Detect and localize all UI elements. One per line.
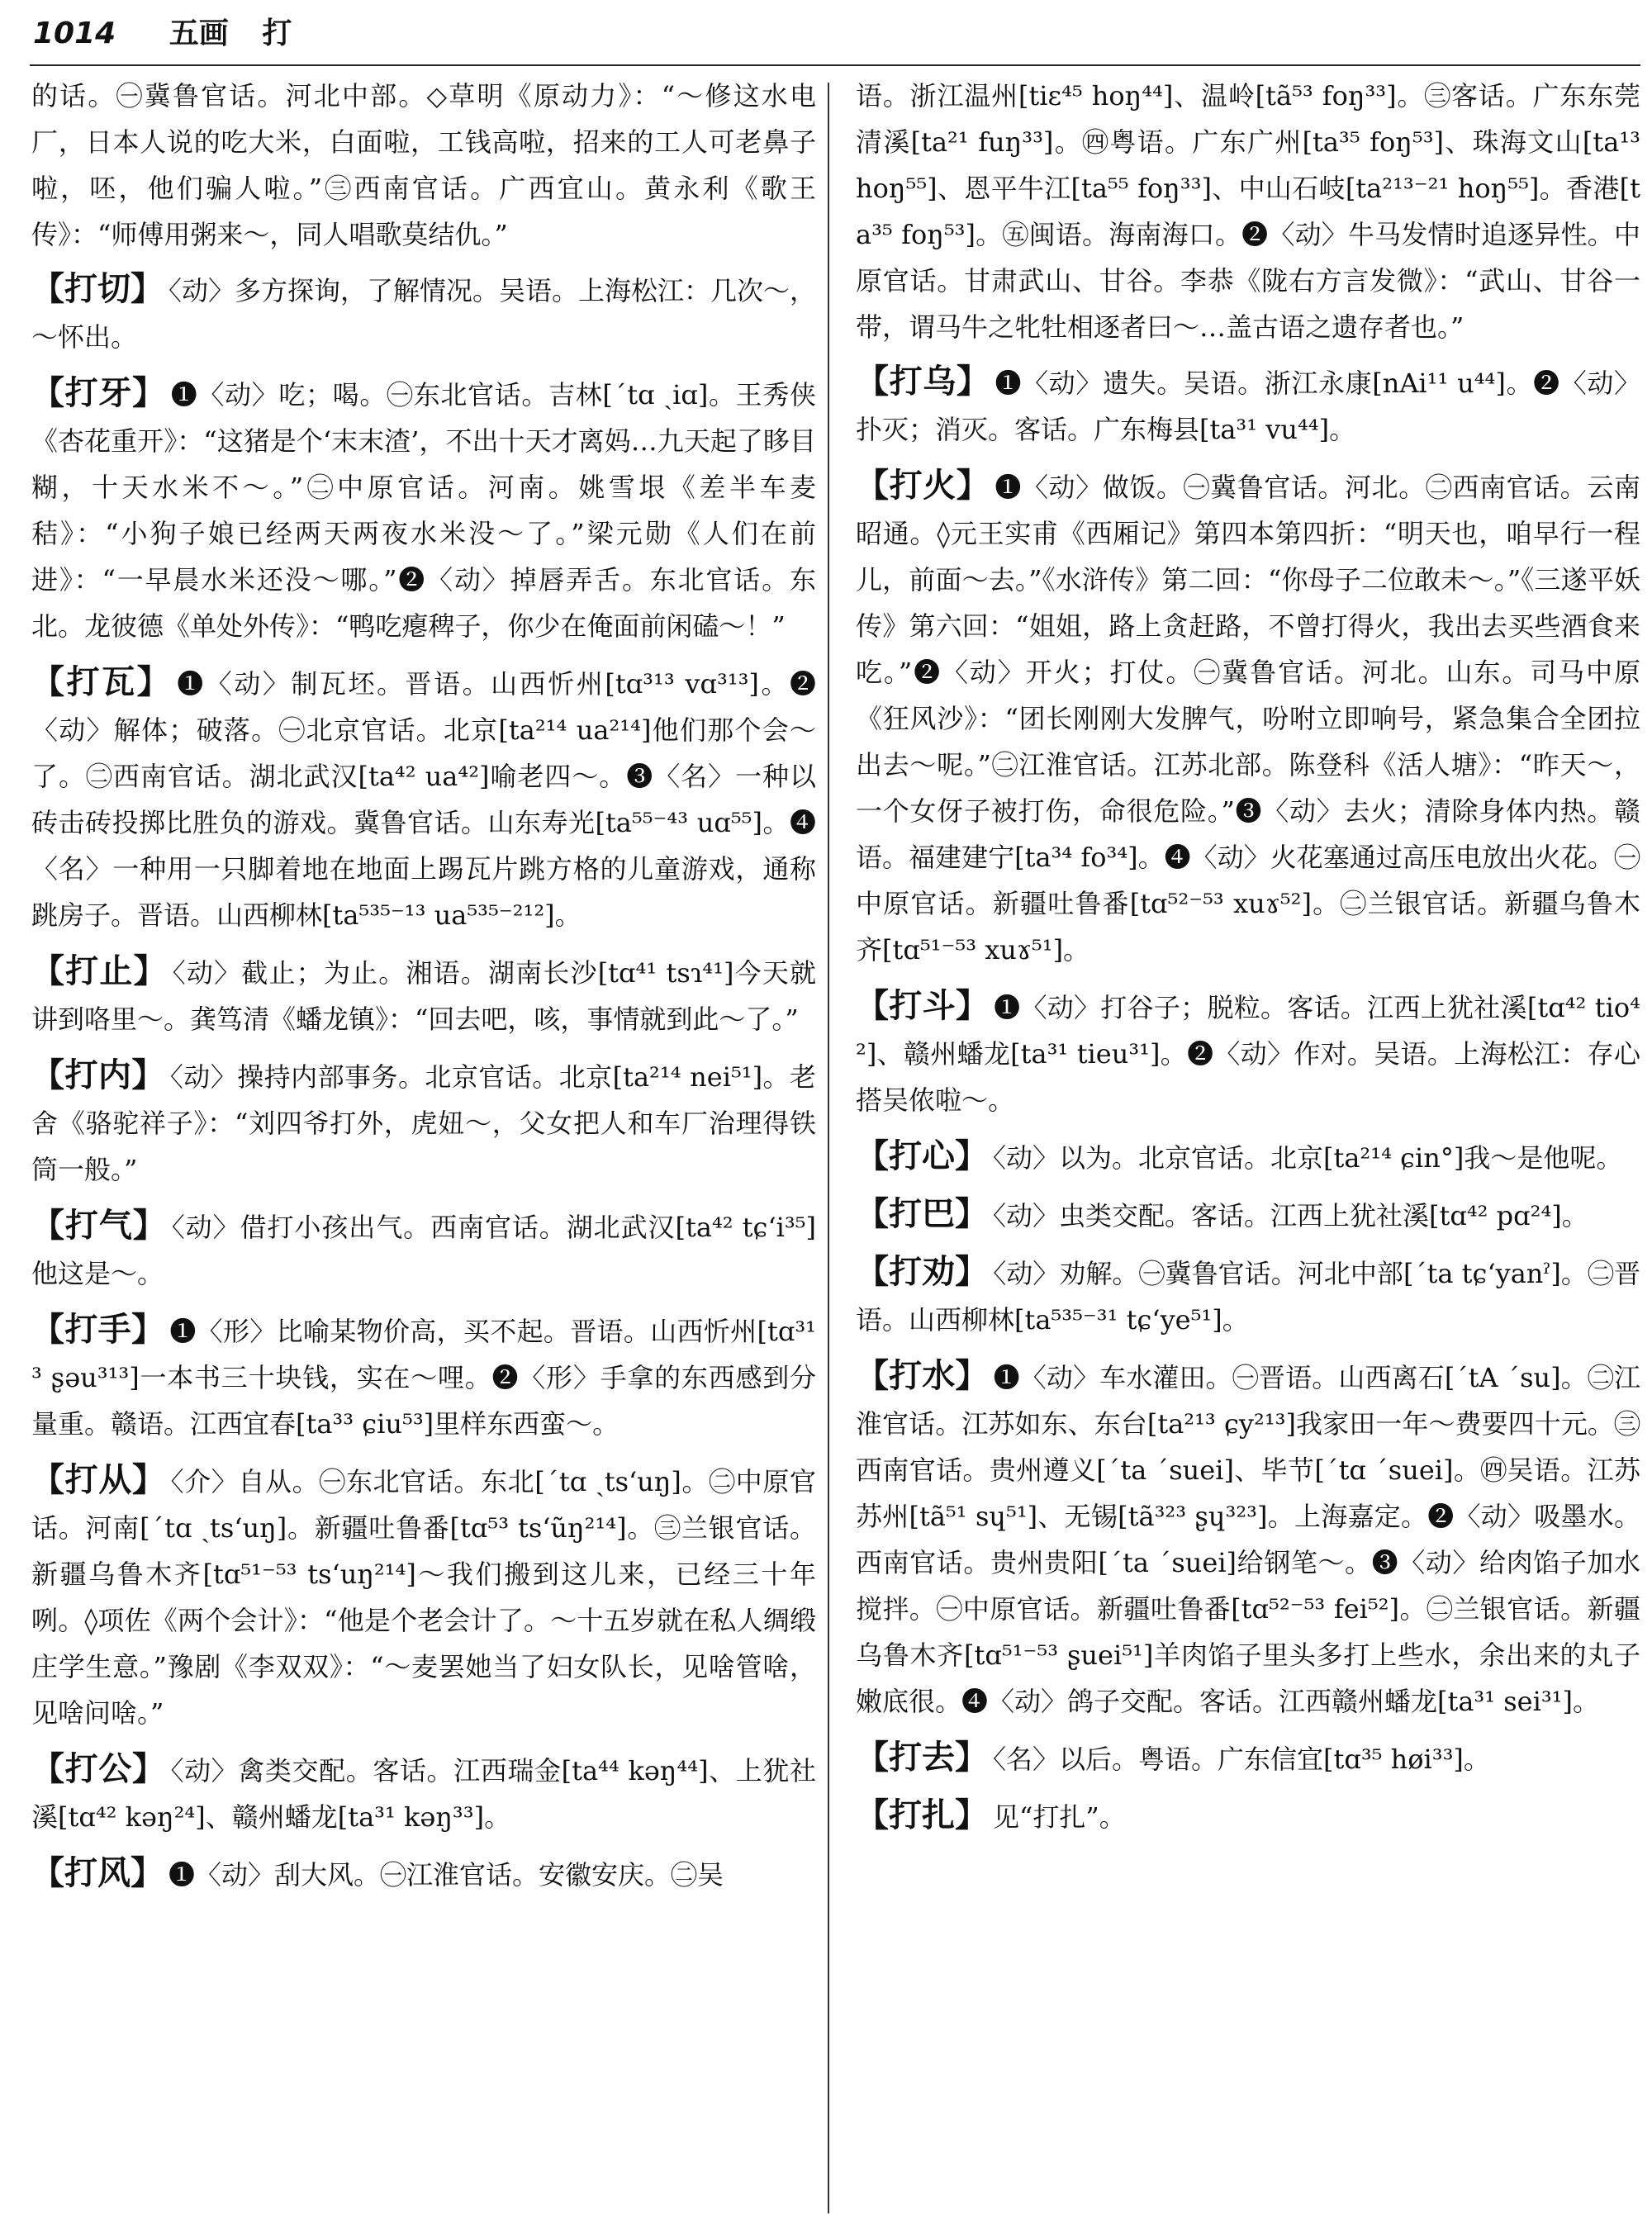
dictionary-entry: [31, 1746, 816, 1840]
entry-headword: 【打从】: [31, 1460, 166, 1499]
column-divider: [828, 83, 829, 2213]
entry-definition: 〈动〉以为。北京官话。北京[ta²¹⁴ ɕin°]我～是他呢。: [993, 1142, 1623, 1174]
page-header: [33, 7, 1652, 59]
dictionary-entry: [856, 1734, 1640, 1782]
right-column: [856, 73, 1640, 2220]
entry-headword: 【打心】: [856, 1136, 988, 1175]
entry-definition: ❶〈动〉制瓦坯。晋语。山西忻州[tɑ³¹³ vɑ³¹³]。❷〈动〉解体；破落。㊀北京官话。北京[ta²¹⁴ ua²¹⁴]他们那个会～了。㊁西南官话。湖北武汉[ta⁴² ua⁴²]喻老四～。❸〈名〉一种以砖击砖投掷比胜负的游戏。冀鲁官话。山东寿光[ta⁵⁵⁻⁴³ uɑ⁵⁵]。❹〈名〉一种用一只脚着地在地面上踢瓦片跳方格的儿童游戏，通称跳房子。晋语。山西柳林[ta⁵³⁵⁻¹³ ua⁵³⁵⁻²¹²]。: [31, 668, 816, 931]
dictionary-entry: [856, 983, 1640, 1123]
entry-headword: 【打内】: [31, 1056, 165, 1094]
entry-headword: 【打切】: [31, 269, 164, 308]
entry-definition: ❶〈动〉做饭。㊀冀鲁官话。河北。㊁西南官话。云南昭通。◊元王实甫《西厢记》第四本第四折：“明天也，咱早行一程儿，前面～去。”《水浒传》第二回：“你母子二位敢未～。”《三遂平妖传》第六回：“姐姐，路上贪赶路，不曾打得火，我出去买些酒食来吃。”❷〈动〉开火；打仗。㊀冀鲁官话。河北。山东。司马中原《狂风沙》：“团长刚刚大发脾气，吩咐立即响号，紧急集合全团拉出去～呢。”㊁江淮官话。江苏北部。陈登科《活人塘》：“昨天～，一个女伢子被打伤，命很危险。”❸〈动〉去火；清除身体内热。赣语。福建建宁[ta³⁴ fo³⁴]。❹〈动〉火花塞通过高压电放出火花。㊀中原官话。新疆吐鲁番[tɑ⁵²⁻⁵³ xuɤ⁵²]。㊁兰银官话。新疆乌鲁木齐[tɑ⁵¹⁻⁵³ xuɤ⁵¹]。: [856, 472, 1640, 966]
dictionary-entry: [31, 948, 816, 1042]
entry-definition: 〈介〉自从。㊀东北官话。东北[ˊtɑ ˏtsʻuŋ]。㊁中原官话。河南[ˊtɑ ˏtsʻuŋ]。新疆吐鲁番[tɑ⁵³ tsʻũŋ²¹⁴]。㊂兰银官话。新疆乌鲁木齐[tɑ⁵¹⁻⁵³ tsʻuŋ²¹⁴]～我们搬到这儿来，已经三十年咧。◊项佐《两个会计》：“他是个老会计了。～十五岁就在私人绸缎庄学生意。”豫剧《李双双》：“～麦罢她当了妇女队长，见啥管啥，见啥问啥。”: [31, 1466, 816, 1729]
entry-headword: 【打水】: [856, 1356, 989, 1395]
entry-continuation: [856, 73, 1640, 350]
entry-headword: 【打斗】: [856, 986, 990, 1025]
entry-headword: 【打气】: [31, 1206, 167, 1245]
entry-definition: 的话。㊀冀鲁官话。河北中部。◇草明《原动力》：“～修这水电厂，日本人说的吃大米，白面啦，工钱高啦，招来的工人可老鼻子啦，呸，他们骗人啦。”㊂西南官话。广西宜山。黄永利《歌王传》：“师傅用粥来～，同人唱歌莫结仇。”: [31, 80, 816, 250]
header-rule: [30, 64, 1640, 66]
entry-headword: 【打劝】: [856, 1252, 989, 1291]
entry-definition: 〈动〉操持内部事务。北京官话。北京[ta²¹⁴ nei⁵¹]。老舍《骆驼祥子》：“刘四爷打外，虎妞～，父女把人和车厂治理得铁筒一般。”: [31, 1061, 816, 1185]
entry-headword: 【打巴】: [856, 1194, 988, 1233]
dictionary-entry: [31, 1052, 816, 1193]
dictionary-entry: [31, 659, 816, 938]
entry-definition: 〈动〉劝解。㊀冀鲁官话。河北中部[ˊta tɕʻyanˀ]。㊁晋语。山西柳林[ta⁵³⁵⁻³¹ tɕʻye⁵¹]。: [856, 1258, 1640, 1336]
entry-definition: ❶〈动〉车水灌田。㊀晋语。山西离石[ˊtA ˊsu]。㊁江淮官话。江苏如东、东台[ta²¹³ ɕy²¹³]我家田一年～费要四十元。㊂西南官话。贵州遵义[ˊta ˊsuei]、毕节[ˊtɑ ˊsuei]。㊃吴语。江苏苏州[tã⁵¹ sɥ⁵¹]、无锡[tã³²³ ʂɥ³²³]。上海嘉定。❷〈动〉吸墨水。西南官话。贵州贵阳[ˊta ˊsuei]给钢笔～。❸〈动〉给肉馅子加水搅拌。㊀中原官话。新疆吐鲁番[tɑ⁵²⁻⁵³ fei⁵²]。㊁兰银官话。新疆乌鲁木齐[tɑ⁵¹⁻⁵³ ʂuei⁵¹]羊肉馅子里头多打上些水，余出来的丸子嫩底很。❹〈动〉鸽子交配。客话。江西赣州蟠龙[ta³¹ sei³¹]。: [856, 1362, 1640, 1717]
entry-definition: 〈动〉借打小孩出气。西南官话。湖北武汉[ta⁴² tɕʻi³⁵]他这是～。: [31, 1212, 816, 1289]
dictionary-entry: [856, 1792, 1640, 1840]
dictionary-entry: [856, 1353, 1640, 1725]
entry-definition: 〈动〉截止；为止。湘语。湖南长沙[tɑ⁴¹ tsɿ⁴¹]今天就讲到咯里～。龚笃清《蟠龙镇》：“回去吧，咳，事情就到此～了。”: [31, 957, 816, 1035]
entry-continuation: [31, 73, 816, 258]
dictionary-entry: [31, 1457, 816, 1736]
dictionary-entry: [31, 1203, 816, 1297]
stroke-section: 五画: [169, 16, 229, 50]
dictionary-entry: [31, 266, 816, 360]
dictionary-entry: [856, 1191, 1640, 1239]
entry-headword: 【打止】: [31, 951, 168, 990]
entry-definition: 〈动〉虫类交配。客话。江西上犹社溪[tɑ⁴² pɑ²⁴]。: [993, 1200, 1588, 1231]
entry-definition: ❶〈动〉吃；喝。㊀东北官话。吉林[ˊtɑ ˏiɑ]。王秀侠《杏花重开》：“这猪是个‘末末渣’，不出十天才离妈…九天起了眵目糊，十天水米不～。”㊁中原官话。河南。姚雪垠《差半车麦秸》：“小狗子娘已经两天两夜水米没～了。”梁元勋《人们在前进》：“一早晨水米还没～哪。”❷〈动〉掉唇弄舌。东北官话。东北。龙彼德《单处外传》：“鸭吃瘪稗子，你少在俺面前闲磕～！”: [31, 379, 816, 642]
entry-headword: 【打去】: [856, 1738, 988, 1777]
guide-character: 打: [262, 16, 292, 50]
entry-definition: 〈动〉禽类交配。客话。江西瑞金[ta⁴⁴ kəŋ⁴⁴]、上犹社溪[tɑ⁴² kəŋ²⁴]、赣州蟠龙[ta³¹ kəŋ³³]。: [31, 1755, 816, 1833]
dictionary-entry: [856, 358, 1640, 453]
entry-headword: 【打瓦】: [31, 662, 173, 701]
entry-headword: 【打牙】: [31, 373, 166, 412]
left-column: [31, 73, 816, 2220]
entry-definition: ❶〈动〉遗失。吴语。浙江永康[nAi¹¹ u⁴⁴]。❷〈动〉扑灭；消灭。客话。广东梅县[ta³¹ vu⁴⁴]。: [856, 368, 1640, 445]
dictionary-entry: [856, 1133, 1640, 1181]
dictionary-entry: [31, 1307, 816, 1447]
entry-headword: 【打乌】: [856, 362, 990, 401]
entry-headword: 【打公】: [31, 1749, 166, 1788]
entry-definition: 〈动〉多方探询，了解情况。吴语。上海松江：几次～，～怀出。: [31, 275, 816, 353]
entry-definition: 〈名〉以后。粤语。广东信宜[tɑ³⁵ høi³³]。: [993, 1744, 1490, 1775]
entry-definition: ❶〈形〉比喻某物价高，买不起。晋语。山西忻州[tɑ³¹³ ʂəu³¹³]一本书三十块钱，实在～哩。❷〈形〉手拿的东西感到分量重。赣语。江西宜春[ta³³ ɕiu⁵³]里样东西蛮～。: [31, 1316, 816, 1440]
dictionary-entry: [31, 1850, 816, 1898]
dictionary-entry: [856, 1249, 1640, 1343]
entry-definition: ❶〈动〉打谷子；脱粒。客话。江西上犹社溪[tɑ⁴² tio⁴²]、赣州蟠龙[ta³¹ tieu³¹]。❷〈动〉作对。吴语。上海松江：存心搭吴侬啦～。: [856, 992, 1640, 1116]
entry-headword: 【打火】: [856, 466, 990, 505]
entry-headword: 【打风】: [31, 1853, 164, 1892]
entry-definition: 见“打扎”。: [993, 1801, 1126, 1833]
entry-headword: 【打扎】: [856, 1796, 988, 1834]
entry-definition: 语。浙江温州[tiɛ⁴⁵ hoŋ⁴⁴]、温岭[tã⁵³ foŋ³³]。㊂客话。广东东莞清溪[ta²¹ fuŋ³³]。㊃粤语。广东广州[ta³⁵ foŋ⁵³]、珠海文山[ta¹³ hoŋ⁵⁵]、恩平牛江[ta⁵⁵ foŋ³³]、中山石岐[ta²¹³⁻²¹ hoŋ⁵⁵]。香港[ta³⁵ foŋ⁵³]。㊄闽语。海南海口。❷〈动〉牛马发情时追逐异性。中原官话。甘肃武山、甘谷。李恭《陇右方言发微》：“武山、甘谷一带，谓马牛之牝牡相逐者曰～…盖古语之遗存者也。”: [856, 80, 1640, 343]
entry-definition: ❶〈动〉刮大风。㊀江淮官话。安徽安庆。㊁吴: [169, 1859, 724, 1891]
page-number: 1014: [33, 17, 116, 50]
dictionary-entry: [31, 370, 816, 649]
entry-headword: 【打手】: [31, 1310, 165, 1349]
dictionary-entry: [856, 463, 1640, 973]
